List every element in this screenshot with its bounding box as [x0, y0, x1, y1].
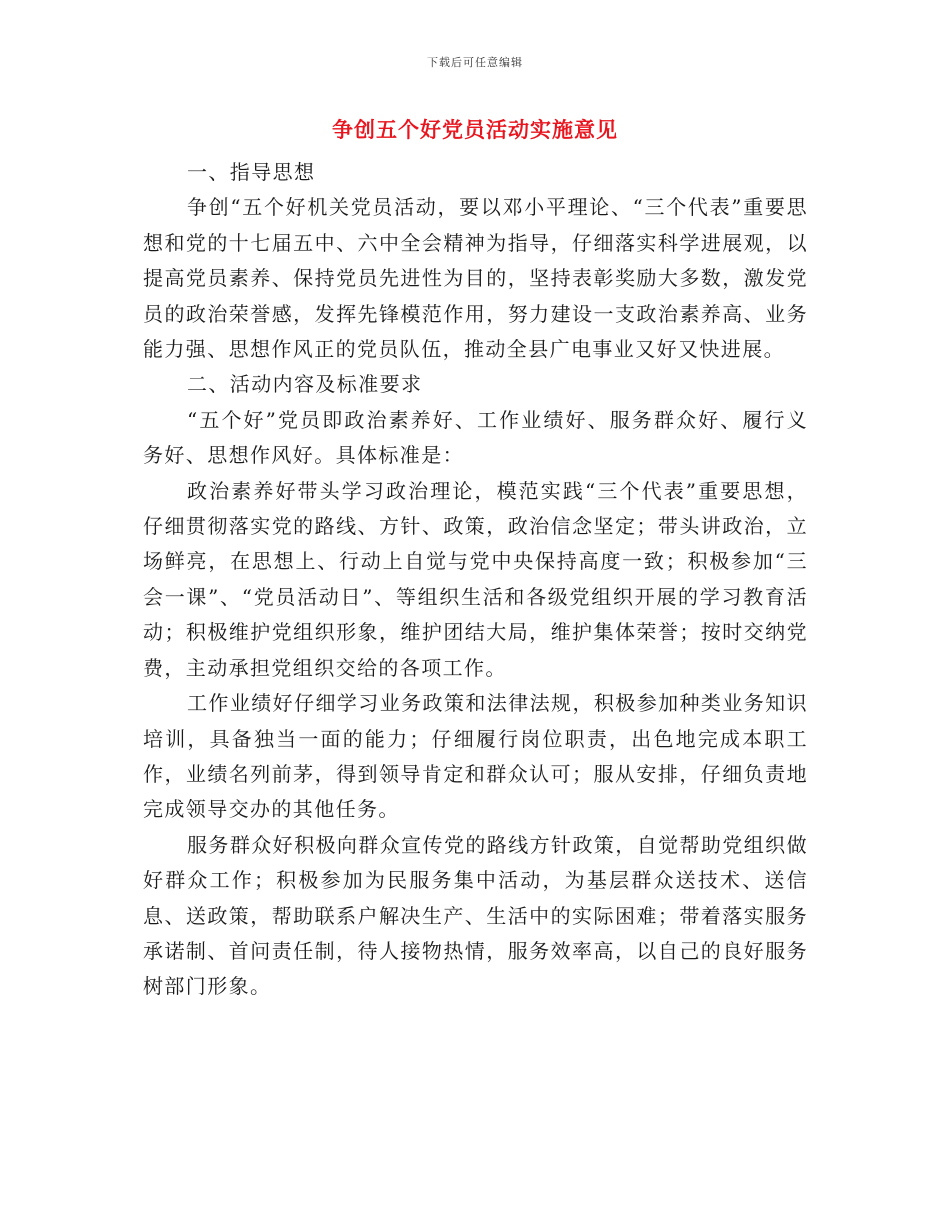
document-title: 争创五个好党员活动实施意见 — [332, 117, 618, 142]
paragraph-five-good-definition: “五个好”党员即政治素养好、工作业绩好、服务群众好、履行义务好、思想作风好。具体标准是： — [143, 407, 808, 468]
header-note: 下载后可任意编辑 — [427, 56, 523, 69]
paragraph-political-quality: 政治素养好带头学习政治理论，模范实践“三个代表”重要思想，仔细贯彻落实党的路线、方针、政策，政治信念坚定；带头讲政治，立场鲜亮，在思想上、行动上自觉与党中央保持高度一致；积极参加“三会一课”、“党员活动日”、等组织生活和各级党组织开展的学习教育活动；积极维护党组织形象，维护团结大局，维护集体荣誉；按时交纳党费，主动承担党组织交给的各项工作。 — [143, 478, 808, 680]
paragraph-work-performance: 工作业绩好仔细学习业务政策和法律法规，积极参加种类业务知识培训，具备独当一面的能力；仔细履行岗位职责，出色地完成本职工作，业绩名列前茅，得到领导肯定和群众认可；服从安排，仔细负责地完成领导交办的其他任务。 — [143, 691, 808, 822]
section-heading-guiding-ideology: 一、指导思想 — [187, 160, 316, 184]
document-body — [143, 155, 808, 1005]
section-heading-activity-content: 二、活动内容及标准要求 — [187, 372, 423, 397]
paragraph-guiding-ideology: 争创“五个好机关党员活动，要以邓小平理论、“三个代表”重要思想和党的十七届五中、六中全会精神为指导，仔细落实科学进展观，以提高党员素养、保持党员先进性为目的，坚持表彰奖励大多数，激发党员的政治荣誉感，发挥先锋模范作用，努力建设一支政治素养高、业务能力强、思想作风正的党员队伍，推动全县广电事业又好又快进展。 — [143, 195, 808, 362]
paragraph-serving-masses: 服务群众好积极向群众宣传党的路线方针政策，自觉帮助党组织做好群众工作；积极参加为民服务集中活动，为基层群众送技术、送信息、送政策，帮助联系户解决生产、生活中的实际困难；带着落实服务承诺制、首问责任制，待人接物热情，服务效率高，以自己的良好服务树部门形象。 — [143, 832, 808, 999]
